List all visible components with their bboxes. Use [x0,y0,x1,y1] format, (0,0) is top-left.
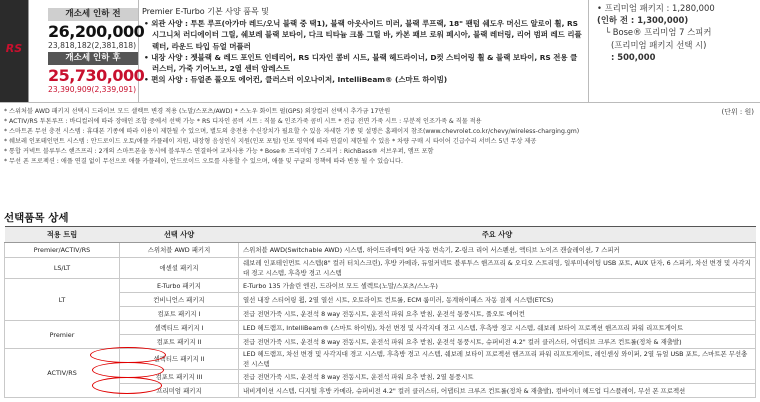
row-desc: E-Turbo 135 가솔린 엔진, 드라이브 모드 셀렉트(노말/스포츠/스노우) [239,279,756,293]
row-desc: 쉐보레 인포테인먼트 시스템(8" 컬러 터치스크린), 후방 카메라, 듀얼커넥트 블루투스 핸즈프리 & 오디오 스트리밍, 일루미네이팅 USB 포트, AUX 단자, 6 스피커, 차선 변경 및 사각지대 경고 시스템, 후측방 경고 시스템 [239,258,756,279]
table-row [5,321,756,335]
spec-item-interior: • 내장 사양 : 젯블랙 & 레드 포인트 인테리어, RS 디자인 콤비 시트, 블랙 헤드라이너, D컷 스티어링 휠 & 블랙 보타이, RS 전용 클러스터, 가죽 기어노브, 2열 센터 암레스트 [142,52,582,74]
table-header-row [5,227,756,243]
row-option: 셀렉티드 패키지 II [120,349,239,370]
row-desc: 전급 전면가죽 시트, 운전석 8 way 전동시트, 운전석 파워 요추 받침, 운전석 통풍시트, 풀오토 에어컨 [239,307,756,321]
footnote-line: * 스마트폰 무선 충전 시스템 : 휴대폰 기종에 따라 이용이 제한될 수 있으며, 별도의 충전용 수신장치가 필요할 수 있음 자세한 기종 및 설명은 홈페이지 참조(www.chevrolet.co.kr/chevy/wireless-charging.gm) [4,128,580,135]
price-before: 26,200,000 [48,22,145,41]
table-row [5,243,756,258]
spec-item-exterior: • 외관 사양 : 투톤 루프(아가마 레드/오닉 블랙 중 택1), 블랙 아웃사이드 미러, 블랙 루프랙, 18" 팬텀 쉐도우 머신드 알로이 휠, RS 시그니처 러디에이터 그릴, 쉐보레 블랙 보타이, 다크 티타늄 크롬 그릴 바, 카본 패브 로워 페시아, 블랙 레터링, 리어 범퍼 레드 리플렉터, 라운드 타입 듀얼 머플러 [142,18,582,52]
price-after: 25,730,000 [48,66,145,85]
row-trim: LT [5,279,120,321]
header-desc: 주요 사양 [239,227,756,243]
option-line-3: └ Bose® 프리미엄 7 스피커 [605,27,712,38]
row-desc: 전급 전면가죽 시트, 운전석 8 way 전동시트, 운전석 파워 요추 받침, 운전석 통풍시트, 슈퍼비전 4.2" 컬러 클러스터, 어댑티브 크루즈 컨트롤(정차 & 재출발) [239,335,756,349]
row-option: 컨비니언스 패키지 [120,293,239,307]
footnote-line: * ACTIV/RS 투톤루프 : 바디컬러에 따라 장애인 조합 중에서 선택 가능 * RS 디자인 콤비 시트 : 직물 & 인조가죽 콤비 시트 * 전급 전면 가죽 시트 : 부분적 인조가죽 & 직물 적용 [4,118,482,125]
price-before-label: 개소세 인하 전 [48,8,138,21]
option-price-box [588,0,760,102]
table-row [5,258,756,279]
spec-heading: Premier E-Turbo 기본 사양 품목 및 [142,7,269,16]
header-option: 선택 사양 [120,227,239,243]
highlight-circle [92,362,164,378]
footnote-line: * 쉐보레 인포테인먼트 시스템 : 안드로이드 오토/애플 카플레이 지원, 내장형 음성인식 지원(인포 포털) 인포 영역에 따라 연결이 제한될 수 있음 * 차량 구매 시 타이어 긴급수리 서비스 5년 무상 제공 [4,138,537,145]
row-option: E-Turbo 패키지 [120,279,239,293]
standard-spec-list [142,6,582,85]
spec-item-convenience: • 편의 사양 : 듀얼존 풀오토 에어컨, 클러스터 이오나이저, IntelliBeam® (스마트 하이빔) [142,74,582,85]
price-after-detail: 23,390,909(2,339,091) [48,85,137,94]
unit-label: (단위 : 원) [721,108,754,116]
row-trim: LS/LT [5,258,120,279]
row-option: 컴포트 패키지 III [120,370,239,384]
row-option: 컴포트 패키지 II [120,335,239,349]
option-line-5: : 500,000 [611,51,656,62]
table-row [5,279,756,293]
row-trim: Premier/ACTIV/RS [5,243,120,258]
price-after-label: 개소세 인하 후 [48,52,138,65]
option-line-1: • 프리미엄 패키지 : 1,280,000 [597,3,715,13]
price-column [28,0,145,102]
row-desc: 전급 전면가죽 시트, 운전석 8 way 전동시트, 운전석 파워 요추 받침, 2열 통풍시트 [239,370,756,384]
footnote-line: * 스위처블 AWD 패키지 선택시 드라이브 모드 셀렉트 변경 적용 (노말/스포츠/AWD) * 스노우 화이트 펄(GPS) 외장컬러 선택시 추가금 17만원 [4,108,391,115]
option-line-4: (프리미엄 패키지 선택 시) [611,39,707,50]
row-desc: LED 헤드램프, 차선 변경 및 사각지대 경고 시스템, 후측방 경고 시스템, 쉐보레 보타이 프로젝션 핸즈프리 파워 리프트게이트, 레인센싱 와이퍼, 2열 듀얼 USB 포트, 스마트폰 무선충전 시스템 [239,349,756,370]
highlight-circle [90,347,166,363]
row-desc: 내비게이션 시스템, 디지털 후방 카메라, 슈퍼비전 4.2" 컬러 클러스터, 어댑티브 크루즈 컨트롤(정차 & 재출발), 컴바이너 헤드업 디스플레이, 무선 폰 프로젝션 [239,384,756,398]
row-option: 프리미엄 패키지 [120,384,239,398]
row-desc: LED 헤드램프, IntelliBeam® (스마트 하이빔), 차선 변경 및 사각지대 경고 시스템, 후측방 경고 시스템, 쉐보레 보타이 프로젝션 핸즈프리 파워 리프트게이트 [239,321,756,335]
footnote-line: * 무선 폰 프로젝션 : 애플 연결 없이 무선으로 애플 카플레이, 안드로이드 오토를 사용할 수 있으며, 애플 및 구글의 정책에 따라 변동 될 수 있습니다. [4,158,403,165]
row-option: 셀렉티드 패키지 I [120,321,239,335]
row-trim: ACTIV/RS [5,349,120,398]
row-option: 컴포트 패키지 I [120,307,239,321]
footnotes [4,107,756,167]
rs-logo: RS [5,42,23,55]
row-desc: 열선 내장 스티어링 휠, 2열 열선 시트, 오토라이트 컨트롤, ECM 룸미러, 동계하이패스 자동 결제 시스템(ETCS) [239,293,756,307]
row-option: 애센셜 패키지 [120,258,239,279]
header-trim: 적용 트림 [5,227,120,243]
option-line-2: (인하 전 : 1,300,000) [597,15,689,26]
row-desc: 스위처블 AWD(Switchable AWD) 시스템, 하이드라매틱 9단 자동 변속기, Z-링크 리어 서스펜션, 액티브 노이즈 캔슬레이션, 7 스피커 [239,243,756,258]
price-before-detail: 23,818,182(2,381,818) [48,41,137,50]
row-trim: Premier [5,321,120,349]
footnote-line: * 통합 커넥트 블루투스 핸즈프리 : 2개의 스마트폰을 동시에 블루투스 연결하여 교차사용 가능 * Bose® 프리미엄 7 스피커 : RichBass® 서브우퍼, 앰프 포함 [4,148,434,155]
row-option: 스위처블 AWD 패키지 [120,243,239,258]
highlight-circle [92,377,162,394]
section-title: 선택품목 상세 [4,212,69,224]
